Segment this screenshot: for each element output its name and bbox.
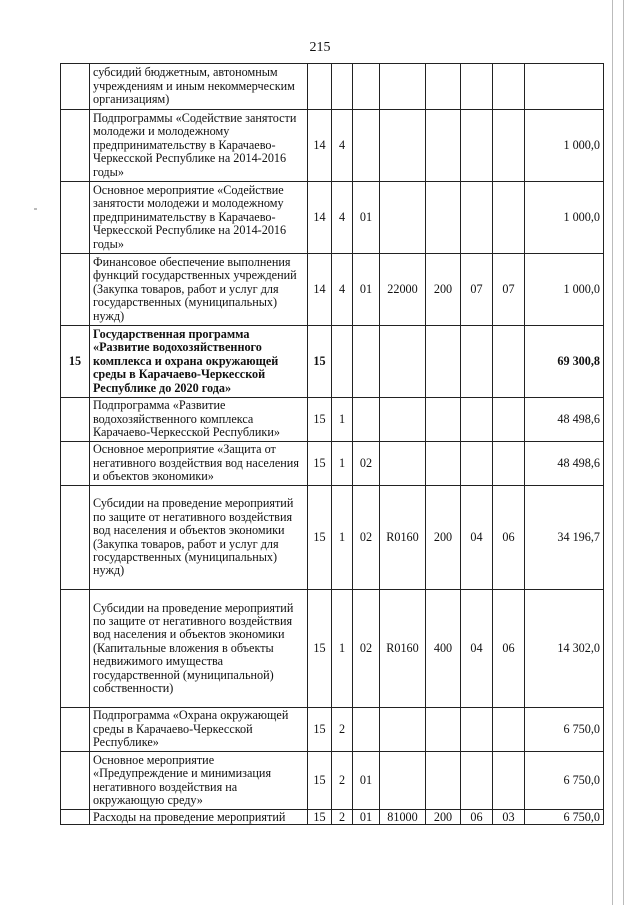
page-number: 215 — [309, 40, 331, 55]
row-name: Подпрограмма «Охрана окружающей среды в Карачаево-Черкесской Республике» — [90, 708, 308, 752]
expense-type-code: 400 — [426, 590, 461, 708]
row-amount: 69 300,8 — [525, 326, 604, 398]
row-name: Основное мероприятие «Защита от негативного воздействия вод населения и объектов экономики» — [90, 442, 308, 486]
direction-code: 81000 — [380, 810, 426, 825]
subprogram-code: 2 — [332, 708, 353, 752]
table-row — [61, 254, 604, 326]
section-code: 04 — [461, 486, 493, 590]
row-name: Подпрограммы «Содействие занятости молодежи и молодежному предпринимательству в Карачаево-Черкесской Республике на 2014-2016 годы» — [90, 110, 308, 182]
table-row — [61, 442, 604, 486]
row-number — [61, 254, 90, 326]
subprogram-code — [332, 64, 353, 110]
row-amount: 6 750,0 — [525, 752, 604, 810]
row-number — [61, 810, 90, 825]
row-number — [61, 752, 90, 810]
subsection-code: 03 — [493, 810, 525, 825]
scan-edge-line — [623, 0, 624, 905]
subprogram-code: 4 — [332, 254, 353, 326]
direction-code — [380, 398, 426, 442]
program-code: 14 — [308, 110, 332, 182]
expense-type-code: 200 — [426, 254, 461, 326]
program-code: 15 — [308, 752, 332, 810]
row-number — [61, 708, 90, 752]
subsection-code — [493, 398, 525, 442]
section-code — [461, 326, 493, 398]
activity-code: 01 — [353, 752, 380, 810]
section-code — [461, 110, 493, 182]
section-code: 04 — [461, 590, 493, 708]
expense-type-code — [426, 752, 461, 810]
budget-table — [60, 63, 604, 825]
program-code: 15 — [308, 486, 332, 590]
table-row — [61, 182, 604, 254]
subsection-code — [493, 182, 525, 254]
expense-type-code — [426, 110, 461, 182]
direction-code — [380, 442, 426, 486]
direction-code — [380, 752, 426, 810]
activity-code: 01 — [353, 254, 380, 326]
expense-type-code — [426, 326, 461, 398]
subprogram-code: 1 — [332, 398, 353, 442]
row-name: Подпрограмма «Развитие водохозяйственного комплекса Карачаево-Черкесской Республики» — [90, 398, 308, 442]
expense-type-code — [426, 182, 461, 254]
row-amount: 48 498,6 — [525, 398, 604, 442]
expense-type-code — [426, 398, 461, 442]
activity-code — [353, 110, 380, 182]
program-code: 15 — [308, 326, 332, 398]
subsection-code — [493, 110, 525, 182]
subprogram-code: 4 — [332, 110, 353, 182]
subprogram-code: 4 — [332, 182, 353, 254]
row-number — [61, 590, 90, 708]
section-code — [461, 182, 493, 254]
activity-code — [353, 398, 380, 442]
activity-code — [353, 64, 380, 110]
subprogram-code: 1 — [332, 486, 353, 590]
row-name: Субсидии на проведение мероприятий по защите от негативного воздействия вод населения и объектов экономики (Капитальные вложения в объекты недвижимого имущества государственной (муниципальной) собственности) — [90, 590, 308, 708]
table-row — [61, 398, 604, 442]
row-name: Государственная программа «Развитие водохозяйственного комплекса и охрана окружающей среды в Карачаево-Черкесской Республике до 2020 года» — [90, 326, 308, 398]
program-code: 15 — [308, 398, 332, 442]
program-code: 14 — [308, 254, 332, 326]
direction-code: R0160 — [380, 486, 426, 590]
table-row — [61, 590, 604, 708]
expense-type-code: 200 — [426, 486, 461, 590]
table-row — [61, 64, 604, 110]
section-code — [461, 708, 493, 752]
expense-type-code — [426, 64, 461, 110]
direction-code — [380, 708, 426, 752]
row-number — [61, 182, 90, 254]
row-amount: 48 498,6 — [525, 442, 604, 486]
row-name: Расходы на проведение мероприятий — [90, 810, 308, 825]
activity-code — [353, 708, 380, 752]
subsection-code: 06 — [493, 590, 525, 708]
row-amount: 34 196,7 — [525, 486, 604, 590]
scan-edge-line — [612, 0, 613, 905]
row-number: 15 — [61, 326, 90, 398]
section-code — [461, 752, 493, 810]
direction-code: 22000 — [380, 254, 426, 326]
section-code — [461, 398, 493, 442]
activity-code: 01 — [353, 810, 380, 825]
activity-code — [353, 326, 380, 398]
row-name: субсидий бюджетным, автономным учреждениям и иным некоммерческим организациям) — [90, 64, 308, 110]
subprogram-code — [332, 326, 353, 398]
row-number — [61, 64, 90, 110]
program-code: 15 — [308, 810, 332, 825]
activity-code: 02 — [353, 590, 380, 708]
subprogram-code: 2 — [332, 810, 353, 825]
table-body — [61, 64, 604, 825]
row-amount: 6 750,0 — [525, 708, 604, 752]
section-code: 07 — [461, 254, 493, 326]
subsection-code — [493, 442, 525, 486]
direction-code: R0160 — [380, 590, 426, 708]
activity-code: 02 — [353, 486, 380, 590]
table-row — [61, 486, 604, 590]
row-number — [61, 442, 90, 486]
direction-code — [380, 64, 426, 110]
program-code: 15 — [308, 590, 332, 708]
row-number — [61, 486, 90, 590]
row-amount: 1 000,0 — [525, 110, 604, 182]
expense-type-code — [426, 442, 461, 486]
direction-code — [380, 110, 426, 182]
expense-type-code — [426, 708, 461, 752]
row-number — [61, 110, 90, 182]
row-name: Субсидии на проведение мероприятий по защите от негативного воздействия вод населения и объектов экономики (Закупка товаров, работ и услуг для государственных (муниципальных) нужд) — [90, 486, 308, 590]
row-amount: 6 750,0 — [525, 810, 604, 825]
expense-type-code: 200 — [426, 810, 461, 825]
activity-code: 02 — [353, 442, 380, 486]
subsection-code: 06 — [493, 486, 525, 590]
subprogram-code: 2 — [332, 752, 353, 810]
direction-code — [380, 182, 426, 254]
table-row — [61, 326, 604, 398]
row-name: Основное мероприятие «Предупреждение и минимизация негативного воздействия на окружающую среду» — [90, 752, 308, 810]
row-amount: 14 302,0 — [525, 590, 604, 708]
section-code: 06 — [461, 810, 493, 825]
program-code: 15 — [308, 442, 332, 486]
subsection-code: 07 — [493, 254, 525, 326]
program-code — [308, 64, 332, 110]
table-row — [61, 810, 604, 825]
table-row — [61, 110, 604, 182]
subsection-code — [493, 64, 525, 110]
subsection-code — [493, 708, 525, 752]
table-row — [61, 708, 604, 752]
section-code — [461, 64, 493, 110]
section-code — [461, 442, 493, 486]
row-amount: 1 000,0 — [525, 182, 604, 254]
table-row — [61, 752, 604, 810]
program-code: 15 — [308, 708, 332, 752]
row-name: Основное мероприятие «Содействие занятости молодежи и молодежному предпринимательству в Карачаево-Черкесской Республике на 2014-2016 годы» — [90, 182, 308, 254]
row-amount — [525, 64, 604, 110]
subsection-code — [493, 752, 525, 810]
program-code: 14 — [308, 182, 332, 254]
subsection-code — [493, 326, 525, 398]
direction-code — [380, 326, 426, 398]
scan-dot — [34, 208, 37, 210]
row-amount: 1 000,0 — [525, 254, 604, 326]
row-name: Финансовое обеспечение выполнения функций государственных учреждений (Закупка товаров, работ и услуг для государственных (муниципальных) нужд) — [90, 254, 308, 326]
subprogram-code: 1 — [332, 590, 353, 708]
subprogram-code: 1 — [332, 442, 353, 486]
activity-code: 01 — [353, 182, 380, 254]
row-number — [61, 398, 90, 442]
